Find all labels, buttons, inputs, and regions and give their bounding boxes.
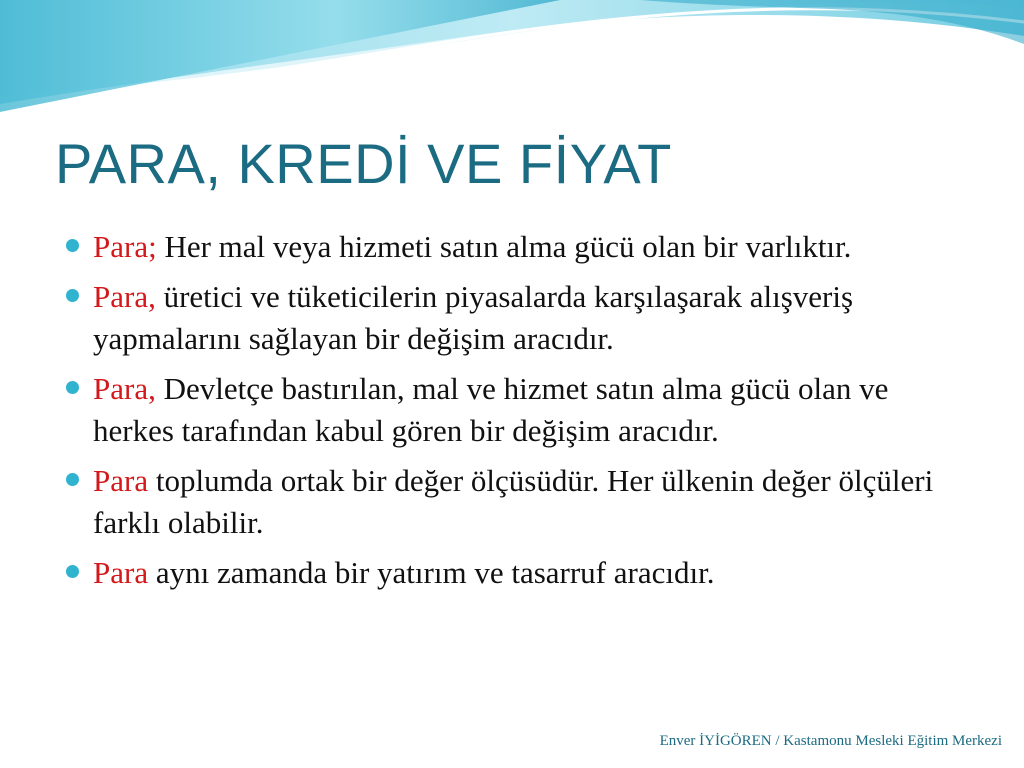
bullet-dot-icon <box>66 381 79 394</box>
bullet-item <box>64 368 974 452</box>
bullet-text: üretici ve tüketicilerin piyasalarda karşılaşarak alışveriş yapmalarını sağlayan bir değişim aracıdır. <box>93 279 854 356</box>
bullet-dot-icon <box>66 473 79 486</box>
bullet-item <box>64 276 974 360</box>
bullet-list <box>64 226 974 602</box>
bullet-keyword: Para; <box>93 229 157 264</box>
decorative-wave-header <box>0 0 1024 130</box>
bullet-keyword: Para <box>93 463 149 498</box>
bullet-text: Devletçe bastırılan, mal ve hizmet satın alma gücü olan ve herkes tarafından kabul gören bir değişim aracıdır. <box>93 371 889 448</box>
bullet-text: aynı zamanda bir yatırım ve tasarruf aracıdır. <box>148 555 715 590</box>
bullet-dot-icon <box>66 565 79 578</box>
bullet-text: Her mal veya hizmeti satın alma gücü olan bir varlıktır. <box>156 229 852 264</box>
bullet-item <box>64 226 974 268</box>
bullet-text: toplumda ortak bir değer ölçüsüdür. Her ülkenin değer ölçüleri farklı olabilir. <box>93 463 934 540</box>
wave-band-dark <box>0 0 560 112</box>
bullet-dot-icon <box>66 289 79 302</box>
bullet-item <box>64 552 974 594</box>
bullet-dot-icon <box>66 239 79 252</box>
bullet-keyword: Para <box>93 555 149 590</box>
bullet-item <box>64 460 974 544</box>
bullet-keyword: Para, <box>93 371 156 406</box>
slide-title: PARA, KREDİ VE FİYAT <box>55 132 672 195</box>
slide-footer: Enver İYİGÖREN / Kastamonu Mesleki Eğitim Merkezi <box>659 733 1002 749</box>
bullet-keyword: Para, <box>93 279 156 314</box>
